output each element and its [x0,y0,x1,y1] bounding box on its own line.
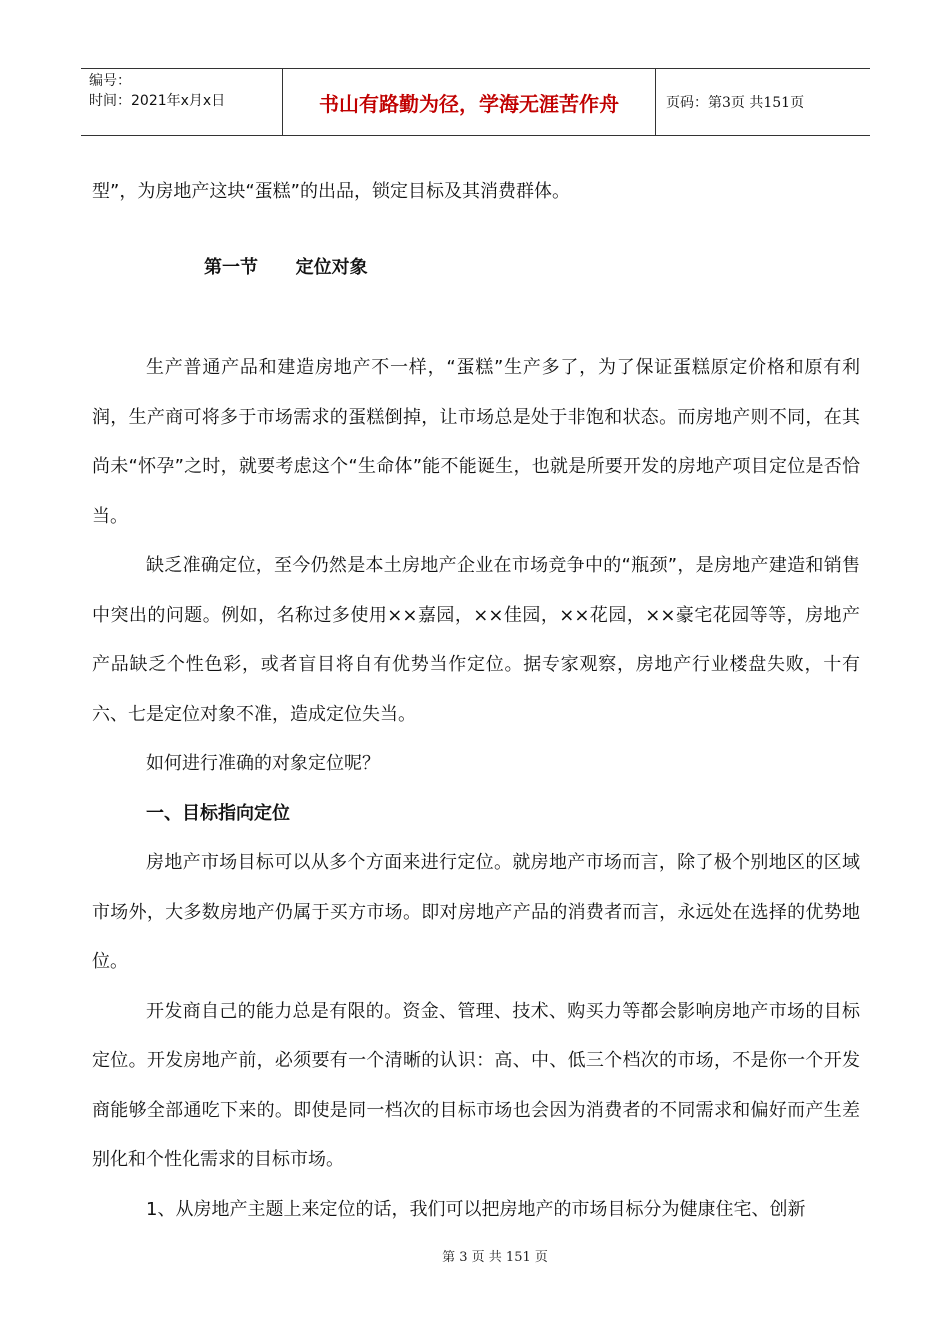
header-meta [81,69,282,135]
date-label: 时间：2021年x月x日 [89,93,226,109]
paragraph: 1、从房地产主题上来定位的话，我们可以把房地产的市场目标分为健康住宅、创新 [146,1198,806,1220]
subheading: 一、目标指向定位 [146,802,290,824]
continuation-text: 型”，为房地产这块“蛋糕”的出品，锁定目标及其消费群体。 [92,181,570,202]
continuation-line [92,167,860,217]
paragraph: 缺乏准确定位，至今仍然是本土房地产企业在市场竞争中的“瓶颈”，是房地产建造和销售中突出的问题。例如，名称过多使用××嘉园，××佳园，××花园，××豪宅花园等等，房地产产品缺乏个性色彩，或者盲目将自有优势当作定位。据专家观察，房地产行业楼盘失败，十有六、七是定位对象不准，造成定位失当。 [92,555,860,725]
paragraph: 房地产市场目标可以从多个方面来进行定位。就房地产市场而言，除了极个别地区的区域市场外，大多数房地产仍属于买方市场。即对房地产产品的消费者而言，永远处在选择的优势地位。 [92,852,860,972]
page-footer: 第 3 页 共 151 页 [442,1250,548,1265]
header-motto: 书山有路勤为径，学海无涯苦作舟 [282,69,656,135]
paragraph: 如何进行准确的对象定位呢？ [146,753,380,774]
section-heading-block [92,243,860,293]
main-content [92,343,860,1234]
serial-number-label: 编号： [89,73,131,89]
section-heading: 第一节 定位对象 [204,257,368,278]
header-page-info: 页码：第3页 共151页 [666,95,805,111]
paragraph: 开发商自己的能力总是有限的。资金、管理、技术、购买力等都会影响房地产市场的目标定位。开发房地产前，必须要有一个清晰的认识：高、中、低三个档次的市场，不是你一个开发商能够全部通吃下来的。即使是同一档次的目标市场也会因为消费者的不同需求和偏好而产生差别化和个性化需求的目标市场。 [92,1000,860,1170]
page-header [81,68,870,136]
paragraph: 生产普通产品和建造房地产不一样，“蛋糕”生产多了，为了保证蛋糕原定价格和原有利润，生产商可将多于市场需求的蛋糕倒掉，让市场总是处于非饱和状态。而房地产则不同，在其尚未“怀孕”之时，就要考虑这个“生命体”能不能诞生，也就是所要开发的房地产项目定位是否恰当。 [92,357,860,527]
